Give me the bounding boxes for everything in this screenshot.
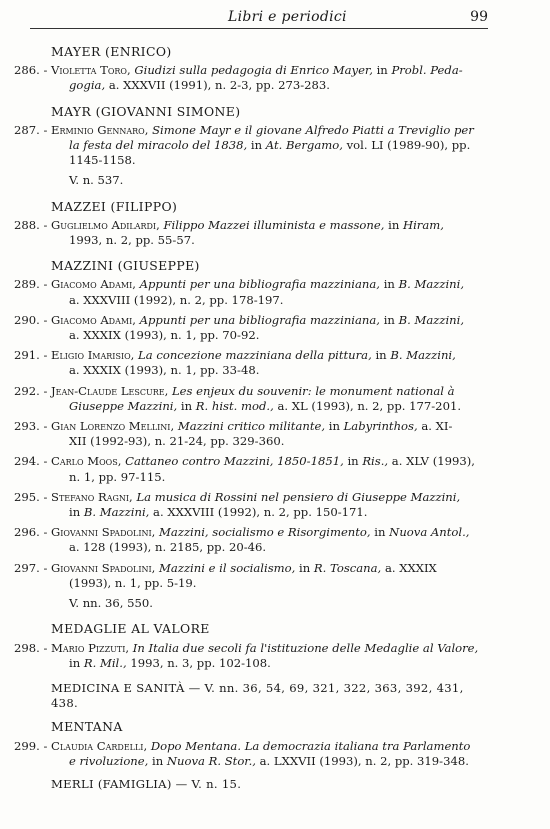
entry-number: 293. - — [14, 419, 48, 434]
entry-author: Carlo Moos, — [51, 454, 122, 469]
bib-entry — [14, 63, 494, 93]
entry-number: 288. - — [14, 217, 48, 232]
entry-details: a. XXXVIII (1992), n. 2, pp. 178-197. — [69, 292, 284, 307]
running-title: Libri e periodici — [228, 9, 347, 25]
bib-entry — [14, 218, 494, 248]
entry-details-cont: vol. LI (1989-90), pp. — [346, 138, 471, 153]
entry-title-cont: gogia, — [69, 78, 106, 93]
entry-author: Giovanni Spadolini, — [51, 560, 156, 575]
bibliography-body — [14, 44, 494, 800]
entry-title: Appunti per una bibliografia mazziniana, — [139, 312, 380, 327]
entry-journal: R. Toscana, — [313, 560, 382, 575]
entry-details: in — [69, 505, 81, 520]
entry-author: Violetta Toro, — [51, 63, 131, 78]
entry-journal: Nuova Antol., — [389, 525, 470, 540]
section-heading: MAYER (ENRICO) — [51, 44, 172, 59]
entry-in: in — [376, 63, 388, 78]
entry-author: Eligio Imarisio, — [51, 348, 135, 363]
entry-journal: Nuova R. Stor., — [166, 753, 256, 768]
entry-title: In Italia due secoli fa l'istituzione delle Medaglie al Valore, — [132, 640, 479, 655]
entry-in: in — [374, 525, 386, 540]
entry-details: a. XXXIX (1993), n. 1, pp. 33-48. — [69, 363, 260, 378]
entry-details: n. 1, pp. 97-115. — [69, 469, 166, 484]
entry-number: 292. - — [14, 383, 48, 398]
entry-title: Les enjeux du souvenir: le monument national à — [171, 383, 455, 398]
entry-details: in — [69, 655, 81, 670]
entry-details: XII (1992-93), n. 21-24, pp. 329-360. — [69, 434, 285, 449]
entry-details: 1993, n. 2, pp. 55-57. — [69, 233, 195, 248]
entry-journal: Probl. Peda- — [391, 63, 463, 78]
section-heading: MAYR (GIOVANNI SIMONE) — [51, 103, 241, 119]
entry-title: Dopo Mentana. La democrazia italiana tra Parlamento — [150, 738, 471, 753]
entry-in: in — [347, 454, 359, 469]
entry-volume: a. XXXIX — [384, 560, 437, 575]
page-number: 99 — [470, 9, 488, 25]
entry-in: in — [383, 277, 395, 292]
entry-text — [51, 739, 494, 769]
bib-entry — [14, 739, 494, 769]
entry-text — [51, 63, 494, 93]
entry-details: (1993), n. 1, pp. 5-19. — [69, 575, 197, 590]
cross-reference: MEDICINA E SANITÀ — V. nn. 36, 54, 69, 321, 322, 363, 392, 431, 438. — [51, 680, 464, 711]
bib-entry — [14, 348, 494, 378]
section-heading: MAZZINI (GIUSEPPE) — [51, 258, 200, 274]
bib-entry — [14, 313, 494, 343]
entry-title: Appunti per una bibliografia mazziniana, — [139, 277, 380, 292]
bib-entry — [14, 277, 494, 307]
entry-title: Simone Mayr e il giovane Alfredo Piatti a Treviglio per — [152, 122, 474, 137]
entry-title: Filippo Mazzei illuminista e massone, — [163, 217, 385, 232]
entry-number: 290. - — [14, 312, 48, 327]
bib-entry — [14, 525, 494, 555]
entry-number: 297. - — [14, 560, 48, 575]
bib-entry — [14, 490, 494, 520]
entry-author: Jean-Claude Lescure, — [51, 383, 169, 398]
entry-journal: B. Mazzini, — [398, 312, 465, 327]
entry-details: in — [152, 753, 164, 768]
entry-details: a. XXXVII (1991), n. 2-3, pp. 273-283. — [108, 78, 330, 93]
entry-text — [51, 218, 494, 248]
bib-entry — [14, 641, 494, 671]
entry-details-cont: 1993, n. 3, pp. 102-108. — [130, 655, 271, 670]
bib-entry — [14, 123, 494, 169]
entry-details-cont: a. LXXVII (1993), n. 2, pp. 319-348. — [259, 753, 469, 768]
entry-in: in — [299, 560, 311, 575]
entry-text — [51, 561, 494, 591]
entry-in: in — [375, 348, 387, 363]
entry-title-cont: Giuseppe Mazzini, — [69, 398, 178, 413]
entry-details: in — [250, 138, 263, 153]
entry-number: 287. - — [14, 122, 48, 137]
entry-number: 298. - — [14, 640, 48, 655]
entry-title: Giudizi sulla pedagogia di Enrico Mayer, — [134, 63, 373, 78]
bib-entry — [14, 561, 494, 591]
entry-journal: B. Mazzini, — [83, 505, 150, 520]
entry-title: Mazzini, socialismo e Risorgimento, — [159, 525, 371, 540]
entry-title: Mazzini critico militante, — [177, 419, 326, 434]
section-heading: MENTANA — [51, 719, 123, 735]
entry-text — [51, 123, 494, 169]
entry-volume: a. XI- — [421, 419, 453, 434]
entry-author: Erminio Gennaro, — [51, 122, 149, 137]
entry-text — [51, 641, 494, 671]
entry-pages: 1145-1158. — [69, 153, 136, 168]
entry-text — [51, 384, 494, 414]
entry-in: in — [328, 419, 340, 434]
bib-entry — [14, 419, 494, 449]
entry-title: Cattaneo contro Mazzini, 1850-1851, — [125, 454, 344, 469]
entry-title-cont: la festa del miracolo del 1838, — [69, 138, 248, 153]
entry-details-cont: a. XL (1993), n. 2, pp. 177-201. — [277, 398, 462, 413]
entry-author: Guglielmo Adilardi, — [51, 217, 160, 232]
entry-journal: Labyrinthos, — [343, 419, 418, 434]
bib-entry — [14, 454, 494, 484]
entry-number: 299. - — [14, 738, 48, 753]
entry-details: a. 128 (1993), n. 2185, pp. 20-46. — [69, 540, 267, 555]
entry-journal: At. Bergamo, — [265, 138, 343, 153]
entry-journal: Ris., — [362, 454, 389, 469]
entry-number: 291. - — [14, 348, 48, 363]
entry-journal: R. Mil., — [83, 655, 127, 670]
entry-author: Gian Lorenzo Mellini, — [51, 419, 175, 434]
entry-author: Giacomo Adami, — [51, 277, 136, 292]
see-also-note: V. nn. 36, 550. — [69, 596, 153, 611]
entry-text — [51, 313, 494, 343]
entry-number: 296. - — [14, 525, 48, 540]
entry-author: Giovanni Spadolini, — [51, 525, 156, 540]
entry-in: in — [383, 312, 395, 327]
entry-title: La musica di Rossini nel pensiero di Giuseppe Mazzini, — [136, 489, 461, 504]
cross-reference: MERLI (FAMIGLIA) — V. n. 15. — [51, 776, 242, 791]
entry-journal: B. Mazzini, — [390, 348, 456, 363]
entry-number: 294. - — [14, 454, 48, 469]
section-heading: MEDAGLIE AL VALORE — [51, 621, 210, 637]
entry-journal: Hiram, — [402, 217, 444, 232]
entry-number: 289. - — [14, 277, 48, 292]
entry-details: a. XXXIX (1993), n. 1, pp. 70-92. — [69, 328, 260, 343]
entry-details-cont: a. XXXVIII (1992), n. 2, pp. 150-171. — [153, 505, 368, 520]
entry-title-cont: e rivoluzione, — [69, 753, 149, 768]
see-also-note: V. n. 537. — [69, 173, 124, 188]
entry-text — [51, 490, 494, 520]
entry-text — [51, 419, 494, 449]
running-header — [30, 6, 488, 29]
entry-text — [51, 277, 494, 307]
entry-journal: R. hist. mod., — [195, 398, 274, 413]
entry-text — [51, 454, 494, 484]
entry-text — [51, 525, 494, 555]
entry-author: Claudia Cardelli, — [51, 738, 148, 753]
entry-title: La concezione mazziniana della pittura, — [138, 348, 372, 363]
entry-author: Stefano Ragni, — [51, 489, 133, 504]
entry-details: in — [180, 398, 193, 413]
entry-text — [51, 348, 494, 378]
bib-entry — [14, 384, 494, 414]
entry-number: 286. - — [14, 63, 48, 78]
entry-author: Giacomo Adami, — [51, 312, 136, 327]
entry-journal: B. Mazzini, — [398, 277, 465, 292]
section-heading: MAZZEI (FILIPPO) — [51, 198, 178, 214]
entry-in: in — [388, 217, 400, 232]
entry-author: Mario Pizzuti, — [51, 640, 130, 655]
entry-title: Mazzini e il socialismo, — [159, 560, 296, 575]
entry-volume: a. XLV (1993), — [391, 454, 475, 469]
entry-number: 295. - — [14, 489, 48, 504]
